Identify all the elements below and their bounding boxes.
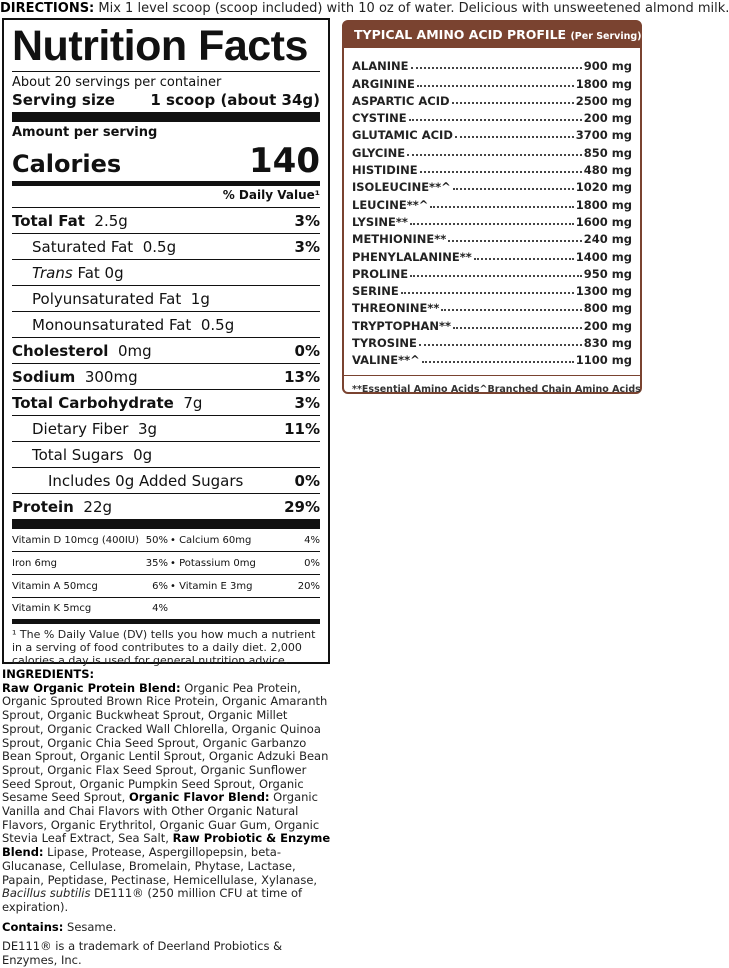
amino-acid-value: 830 mg	[583, 336, 632, 351]
nutrient-row-sodium	[12, 363, 320, 389]
nutrient-pct: 29%	[284, 497, 320, 516]
amino-acid-name: ARGININE	[352, 76, 415, 91]
dot-leader	[409, 119, 582, 121]
amino-acid-row	[352, 125, 632, 142]
amino-acid-row	[352, 350, 632, 367]
bacillus-text: DE111® (250 million CFU at time of expiration).	[2, 886, 303, 914]
dot-leader	[455, 136, 574, 138]
amino-acid-name: CYSTINE	[352, 111, 407, 126]
amino-acid-row	[352, 264, 632, 281]
amino-acid-row	[352, 73, 632, 90]
ingredients-heading: INGREDIENTS:	[2, 667, 95, 681]
amino-acid-value: 240 mg	[583, 232, 632, 247]
vitamin-name: • Vitamin E 3mg	[170, 580, 253, 592]
amino-acid-value: 1800 mg	[575, 76, 632, 91]
dot-leader	[419, 344, 582, 346]
nutrient-label: Total Sugars	[32, 445, 124, 464]
nutrient-amount: 300mg	[84, 367, 138, 386]
amino-acid-row	[352, 194, 632, 211]
nutrient-pct: 3%	[294, 393, 320, 412]
nutrient-row-added-sugars	[12, 467, 320, 493]
trademark-notice: DE111® is a trademark of Deerland Probiotics & Enzymes, Inc.	[2, 939, 283, 968]
daily-value-footnote: ¹ The % Daily Value (DV) tells you how much a nutrient in a serving of food contributes to a daily diet. 2,000 calories a day is used for general nutrition advice.	[12, 628, 316, 667]
amino-acid-footnote	[344, 375, 640, 395]
amino-acid-name: GLYCINE	[352, 145, 406, 160]
daily-value-header: % Daily Value¹	[222, 188, 320, 202]
amino-acid-row	[352, 281, 632, 298]
nutrient-amount: 22g	[83, 497, 113, 516]
amino-acid-name: ASPARTIC ACID	[352, 93, 450, 108]
dot-leader	[407, 154, 582, 156]
vitamin-name: Vitamin D 10mcg (400IU)	[12, 534, 140, 546]
calories-row	[12, 141, 320, 181]
nutrient-label: Saturated Fat	[32, 237, 134, 256]
servings-per-container: About 20 servings per container	[12, 75, 222, 90]
nutrient-row-total-carbohydrate	[12, 389, 320, 415]
vitamin-pct: 20%	[297, 580, 320, 592]
vitamin-name: Vitamin K 5mcg	[12, 603, 92, 614]
amino-acid-row	[352, 333, 632, 350]
calories-value: 140	[249, 141, 320, 181]
amino-acid-value: 950 mg	[583, 266, 632, 281]
nutrient-label: Polyunsaturated Fat	[32, 289, 182, 308]
serving-size-label: Serving size	[12, 91, 115, 109]
amino-acid-value: 1300 mg	[575, 284, 632, 299]
divider	[12, 71, 320, 72]
amino-acid-name: LEUCINE**^	[352, 197, 429, 212]
vitamin-row	[12, 598, 320, 624]
nutrient-label: Monounsaturated Fat	[32, 315, 192, 334]
probiotic-blend-label: Raw Probiotic & Enzyme Blend:	[2, 831, 331, 860]
serving-size	[12, 91, 320, 112]
contains-text: Sesame.	[63, 919, 117, 934]
ingredients-section	[2, 668, 332, 968]
flavor-blend-label: Organic Flavor Blend:	[128, 790, 270, 805]
nutrient-pct: 3%	[294, 237, 320, 256]
amino-acid-value: 1100 mg	[575, 353, 632, 368]
amino-acid-name: THREONINE**	[352, 301, 440, 316]
divider-thick	[12, 519, 320, 529]
flavor-blend-text: Organic Vanilla and Chai Flavors with Other Organic Natural Flavors, Organic Erythritol, Organic Guar Gum, Organic Stevia Leaf Extract, Sea Salt,	[2, 790, 320, 846]
vitamin-pct: 0%	[304, 557, 320, 569]
nutrient-row-cholesterol	[12, 337, 320, 363]
amino-acid-value: 480 mg	[583, 163, 632, 178]
nutrient-label: Total Carbohydrate	[12, 393, 174, 412]
contains-label: Contains:	[2, 919, 64, 934]
dot-leader	[441, 309, 581, 311]
nutrient-label: Trans	[32, 263, 73, 282]
vitamin-pct: 4%	[152, 603, 168, 614]
vitamin-row	[12, 575, 320, 598]
amino-acid-row	[352, 298, 632, 315]
amino-acid-value: 1020 mg	[575, 180, 632, 195]
nutrient-row-dietary-fiber	[12, 415, 320, 441]
ingredients-text	[2, 682, 332, 915]
dot-leader	[453, 188, 574, 190]
probiotic-blend-text: Lipase, Protease, Aspergillopepsin, beta-Glucanase, Cellulase, Bromelain, Phytase, Lactase, Papain, Peptidase, Pectinase, Hemicellulase, Xylanase,	[2, 845, 318, 887]
dot-leader	[448, 240, 582, 242]
amino-acid-value: 2500 mg	[575, 93, 632, 108]
amino-acid-row	[352, 212, 632, 229]
amino-acid-name: PROLINE	[352, 266, 409, 281]
dot-leader	[430, 206, 573, 208]
amino-acid-value: 850 mg	[583, 145, 632, 160]
amino-acid-header	[344, 22, 640, 48]
dot-leader	[410, 275, 582, 277]
vitamin-row	[12, 529, 320, 552]
amino-acid-name: VALINE**^	[352, 353, 420, 368]
amino-acid-row	[352, 142, 632, 159]
nutrient-row-monounsaturated-fat	[12, 311, 320, 337]
amino-acid-value: 900 mg	[583, 59, 632, 74]
nutrient-row-protein	[12, 493, 320, 519]
divider-thick	[12, 112, 320, 122]
nutrient-pct: 0%	[294, 341, 320, 360]
directions	[0, 0, 729, 18]
amino-acid-row	[352, 91, 632, 108]
nutrient-label: Protein	[12, 497, 74, 516]
vitamin-pct: 35%	[145, 557, 168, 569]
nutrient-amount: 7g	[183, 393, 203, 412]
nutrient-pct: 0%	[294, 471, 320, 490]
vitamin-name: • Calcium 60mg	[170, 534, 252, 546]
amino-acid-row	[352, 177, 632, 194]
vitamin-name: Iron 6mg	[12, 557, 57, 569]
nutrient-amount: 0g	[133, 445, 153, 464]
dot-leader	[452, 102, 574, 104]
amino-acid-title: TYPICAL AMINO ACID PROFILE	[354, 27, 567, 42]
amino-acid-row	[352, 315, 632, 332]
nutrient-amount: 2.5g	[94, 211, 128, 230]
nutrient-row-total-sugars	[12, 441, 320, 467]
nutrient-label: Sodium	[12, 367, 76, 386]
dot-leader	[474, 258, 574, 260]
vitamin-pct: 4%	[304, 534, 320, 546]
nutrient-row-saturated-fat	[12, 233, 320, 259]
amino-acid-name: PHENYLALANINE**	[352, 249, 472, 264]
amino-acid-panel	[342, 20, 642, 394]
nutrient-pct: 3%	[294, 211, 320, 230]
amino-acid-name: SERINE	[352, 284, 399, 299]
nutrient-pct: 13%	[284, 367, 320, 386]
vitamin-name: • Potassium 0mg	[170, 557, 256, 569]
amino-acid-name: ALANINE	[352, 59, 409, 74]
amino-acid-value: 200 mg	[583, 111, 632, 126]
nutrient-row-trans-fat	[12, 259, 320, 285]
directions-text: Mix 1 level scoop (scoop included) with 10 oz of water. Delicious with unsweetened almond milk.	[94, 1, 729, 16]
amino-acid-name: TYROSINE	[352, 336, 417, 351]
contains-statement	[2, 921, 332, 935]
essential-amino-footnote: **Essential Amino Acids	[352, 384, 480, 396]
dot-leader	[417, 85, 574, 87]
amino-acid-value: 800 mg	[583, 301, 632, 316]
calories-label: Calories	[12, 150, 122, 178]
dot-leader	[420, 171, 582, 173]
nutrient-amount: 0mg	[117, 341, 152, 360]
amino-acid-value: 3700 mg	[575, 128, 632, 143]
protein-blend-text: Organic Pea Protein, Organic Sprouted Brown Rice Protein, Organic Amaranth Sprout, Organic Buckwheat Sprout, Organic Millet Sprout, Organic Cracked Wall Chlorella, Organic Quinoa Sprout, Organic Chia Seed Sprout, Organic Garbanzo Bean Sprout, Organic Lentil Sprout, Organic Adzuki Bean Sprout, Organic Flax Seed Sprout, Organic Sunflower Seed Sprout, Organic Pumpkin Seed Sprout, Organic Sesame Seed Sprout,	[2, 680, 329, 805]
amino-acid-value: 1400 mg	[575, 249, 632, 264]
amino-acid-name: ISOLEUCINE**^	[352, 180, 451, 195]
amino-acid-value: 1800 mg	[575, 197, 632, 212]
amino-acid-row	[352, 160, 632, 177]
amino-acid-row	[352, 108, 632, 125]
dot-leader	[422, 361, 574, 363]
vitamin-pct: 6%	[152, 580, 168, 592]
amino-acid-name: HISTIDINE	[352, 163, 418, 178]
dot-leader	[410, 223, 574, 225]
nutrient-row-polyunsaturated-fat	[12, 285, 320, 311]
amino-acid-row	[352, 56, 632, 73]
amino-acid-row	[352, 246, 632, 263]
nutrient-label: Includes 0g Added Sugars	[48, 471, 244, 490]
amount-per-serving: Amount per serving	[12, 125, 158, 140]
amino-acid-subtitle: (Per Serving)	[570, 31, 642, 42]
nutrient-label: Dietary Fiber	[32, 419, 129, 438]
serving-size-value: 1 scoop (about 34g)	[150, 91, 320, 109]
amino-acid-value: 1600 mg	[575, 214, 632, 229]
amino-acid-name: TRYPTOPHAN**	[352, 318, 452, 333]
nutrient-pct: 11%	[284, 419, 320, 438]
amino-acid-row	[352, 229, 632, 246]
amino-acid-name: METHIONINE**	[352, 232, 447, 247]
amino-acid-name: GLUTAMIC ACID	[352, 128, 453, 143]
vitamin-name: Vitamin A 50mcg	[12, 580, 98, 592]
dot-leader	[453, 327, 582, 329]
protein-blend-label: Raw Organic Protein Blend:	[2, 680, 181, 695]
bcaa-footnote: ^Branched Chain Amino Acids	[479, 384, 641, 396]
nutrient-amount: Fat 0g	[77, 263, 124, 282]
nutrient-label: Total Fat	[12, 211, 85, 230]
vitamin-row	[12, 552, 320, 575]
amino-acid-value: 200 mg	[583, 318, 632, 333]
nutrition-facts-panel	[2, 18, 330, 667]
nutrient-row-total-fat	[12, 207, 320, 233]
dot-leader	[411, 67, 582, 69]
vitamin-pct: 50%	[145, 534, 168, 546]
nutrient-amount: 1g	[190, 289, 210, 308]
nutrient-amount: 3g	[138, 419, 158, 438]
nutrition-facts-title: Nutrition Facts	[12, 22, 308, 70]
amino-acid-name: LYSINE**	[352, 214, 408, 229]
directions-label: DIRECTIONS:	[0, 1, 95, 16]
nutrient-label: Cholesterol	[12, 341, 109, 360]
amino-acid-list	[344, 48, 640, 367]
dot-leader	[401, 292, 574, 294]
bacillus-name: Bacillus subtilis	[2, 886, 91, 901]
nutrient-amount: 0.5g	[142, 237, 177, 256]
nutrient-amount: 0.5g	[200, 315, 235, 334]
